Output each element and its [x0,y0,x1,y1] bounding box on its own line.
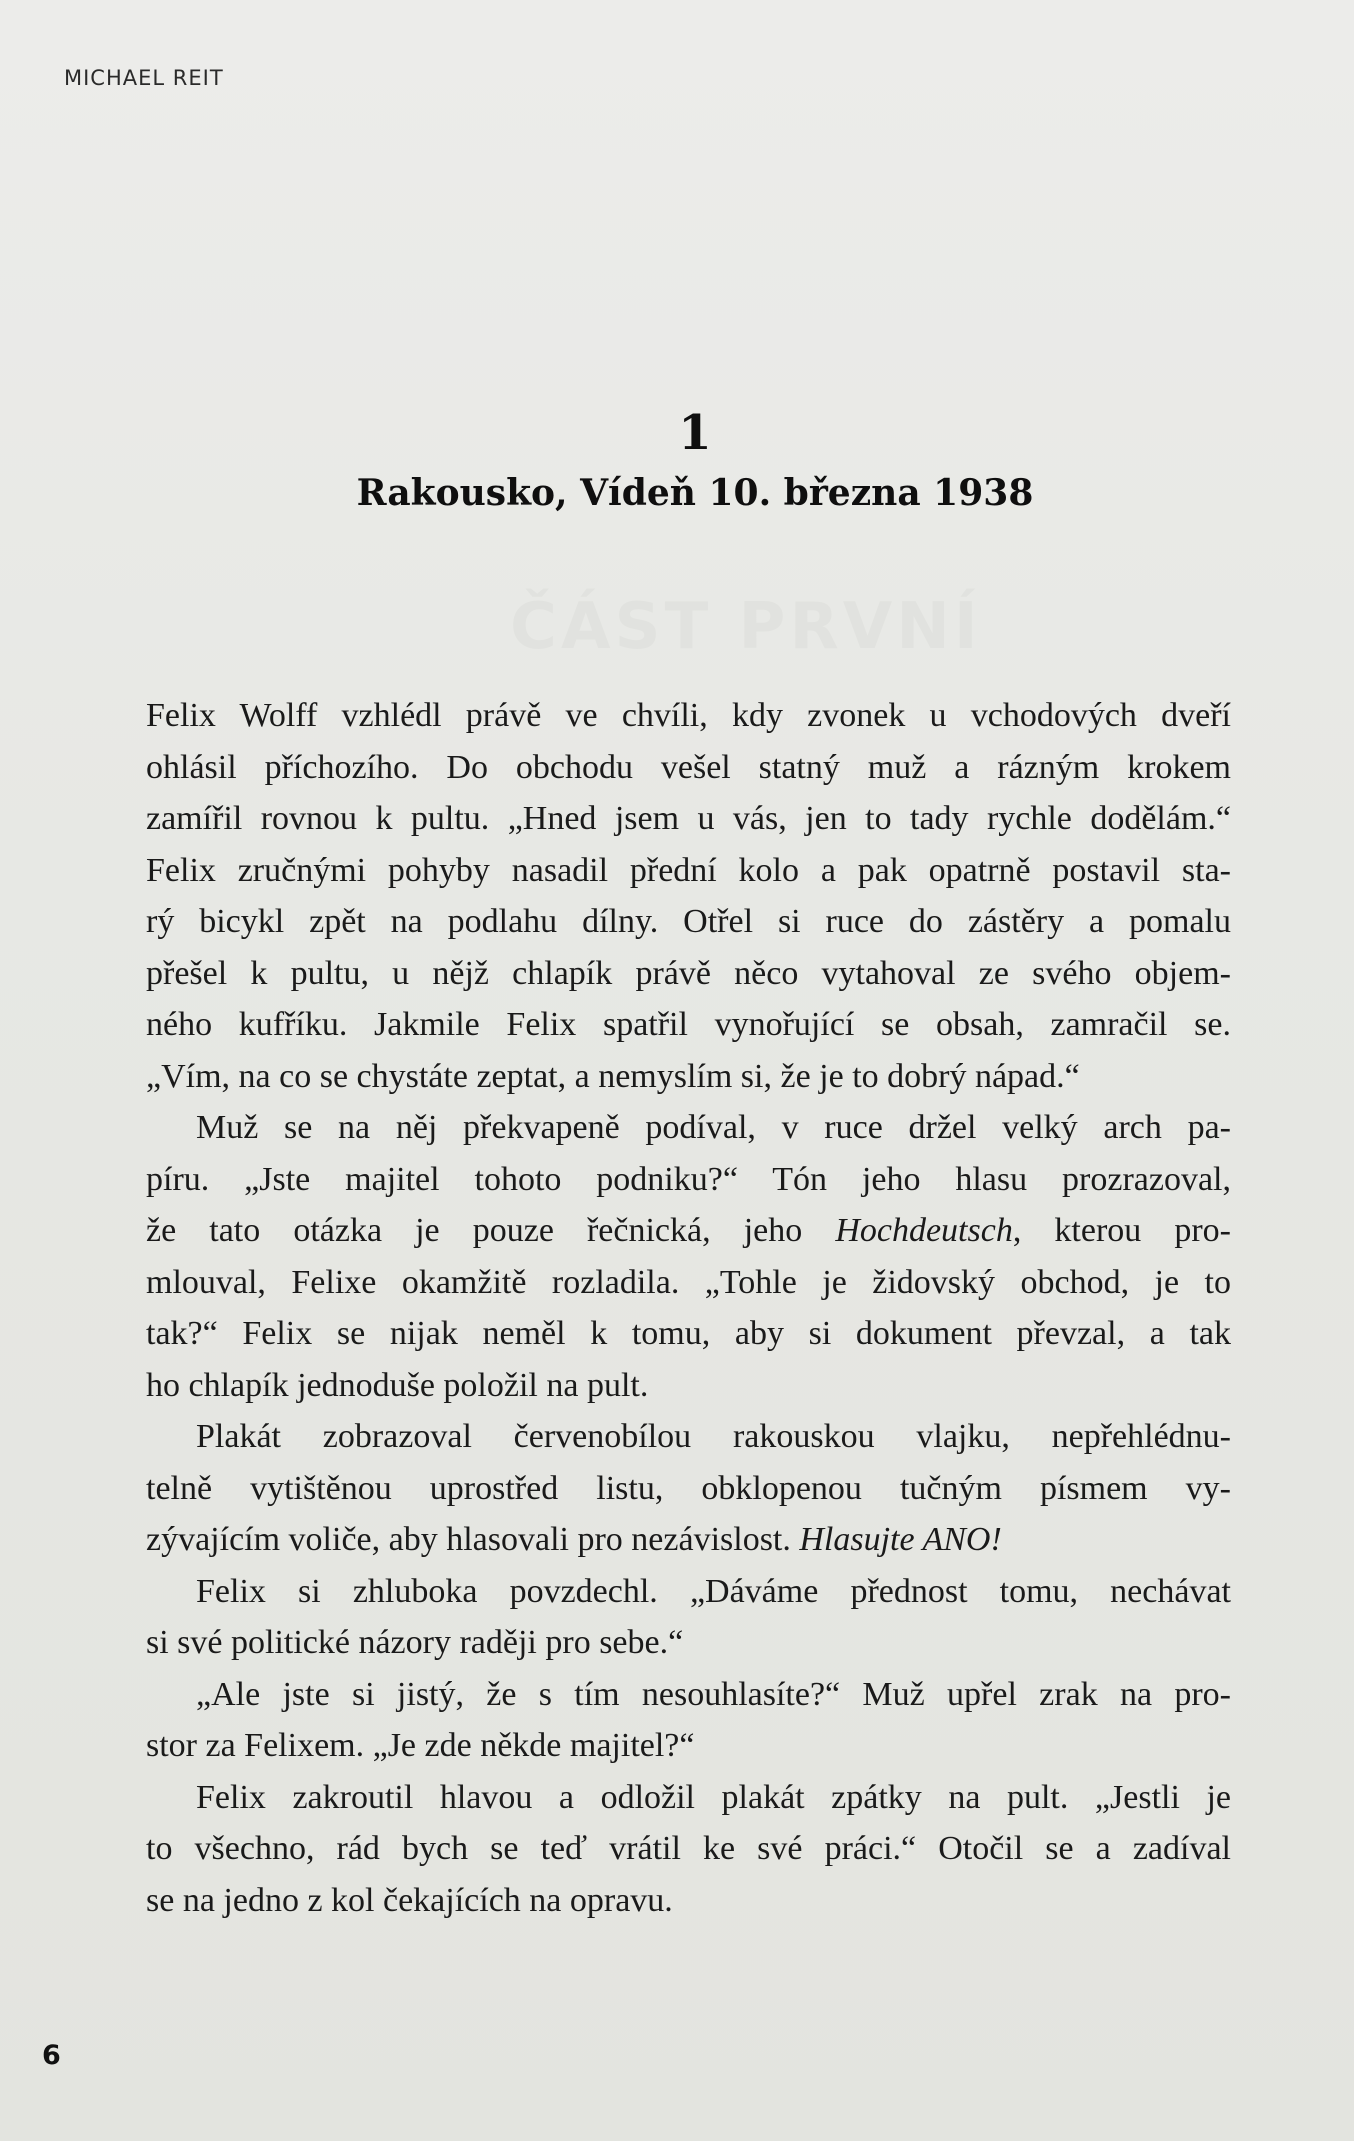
chapter-title: Rakousko, Vídeň 10. března 1938 [356,472,1034,514]
italic-term: Hochdeutsch [835,1212,1013,1249]
text-line: Felix si zhluboka povzdechl. „Dáváme přednost tomu, nechávat [196,1572,1231,1610]
text-line [146,1514,1231,1566]
text-segment: , kterou pro- [1012,1212,1231,1249]
text-segment: že tato otázka je pouze řečnická, jeho [146,1212,803,1249]
running-head: MICHAEL REIT [64,66,224,90]
text-line: mlouval, Felixe okamžitě rozladila. „Tohle je židovský obchod, je to [146,1263,1231,1301]
text-line: ho chlapík jednoduše položil na pult. [146,1366,649,1404]
text-line: stor za Felixem. „Je zde někde majitel?“ [146,1727,695,1764]
text-line: to všechno, rád bych se teď vrátil ke své práci.“ Otočil se a zadíval [146,1830,1231,1867]
text-line: Muž se na něj překvapeně podíval, v ruce držel velký arch pa- [196,1109,1231,1146]
text-line: Felix Wolff vzhlédl právě ve chvíli, kdy zvonek u vchodových dveří [146,697,1231,734]
text-line: ohlásil příchozího. Do obchodu vešel statný muž a rázným krokem [146,748,1231,786]
text-line: píru. „Jste majitel tohoto podniku?“ Tón jeho hlasu prozrazoval, [146,1160,1231,1198]
text-line: si své politické názory raději pro sebe.“ [146,1624,684,1661]
text-line: Plakát zobrazoval červenobílou rakouskou vlajku, nepřehlédnu- [196,1418,1231,1455]
text-segment: zývajícím voliče, aby hlasovali pro nezávislost. [146,1521,791,1558]
italic-slogan: Hlasujte ANO! [799,1521,1002,1558]
text-line: ného kufříku. Jakmile Felix spatřil vynořující se obsah, zamračil se. [146,1006,1231,1043]
text-line [146,1205,1231,1257]
text-line: zamířil rovnou k pultu. „Hned jsem u vás, jen to tady rychle dodělám.“ [146,800,1231,837]
chapter-number: 1 [678,405,712,461]
text-line: se na jedno z kol čekajících na opravu. [146,1881,673,1919]
text-line: přešel k pultu, u nějž chlapík právě něco vytahoval ze svého objem- [146,954,1231,992]
page-number: 6 [42,2040,61,2071]
text-line: „Ale jste si jistý, že s tím nesouhlasíte?“ Muž upřel zrak na pro- [196,1675,1231,1713]
text-line: Felix zakroutil hlavou a odložil plakát zpátky na pult. „Jestli je [196,1778,1231,1816]
show-through-text: ČÁST PRVNÍ [510,590,982,664]
text-line: rý bicykl zpět na podlahu dílny. Otřel si ruce do zástěry a pomalu [146,903,1231,940]
text-line: telně vytištěnou uprostřed listu, obklopenou tučným písmem vy- [146,1469,1231,1507]
text-line: tak?“ Felix se nijak neměl k tomu, aby si dokument převzal, a tak [146,1315,1231,1352]
body-text [146,690,1231,1926]
text-line: „Vím, na co se chystáte zeptat, a nemyslím si, že je to dobrý nápad.“ [146,1057,1080,1095]
text-line: Felix zručnými pohyby nasadil přední kolo a pak opatrně postavil sta- [146,851,1231,889]
